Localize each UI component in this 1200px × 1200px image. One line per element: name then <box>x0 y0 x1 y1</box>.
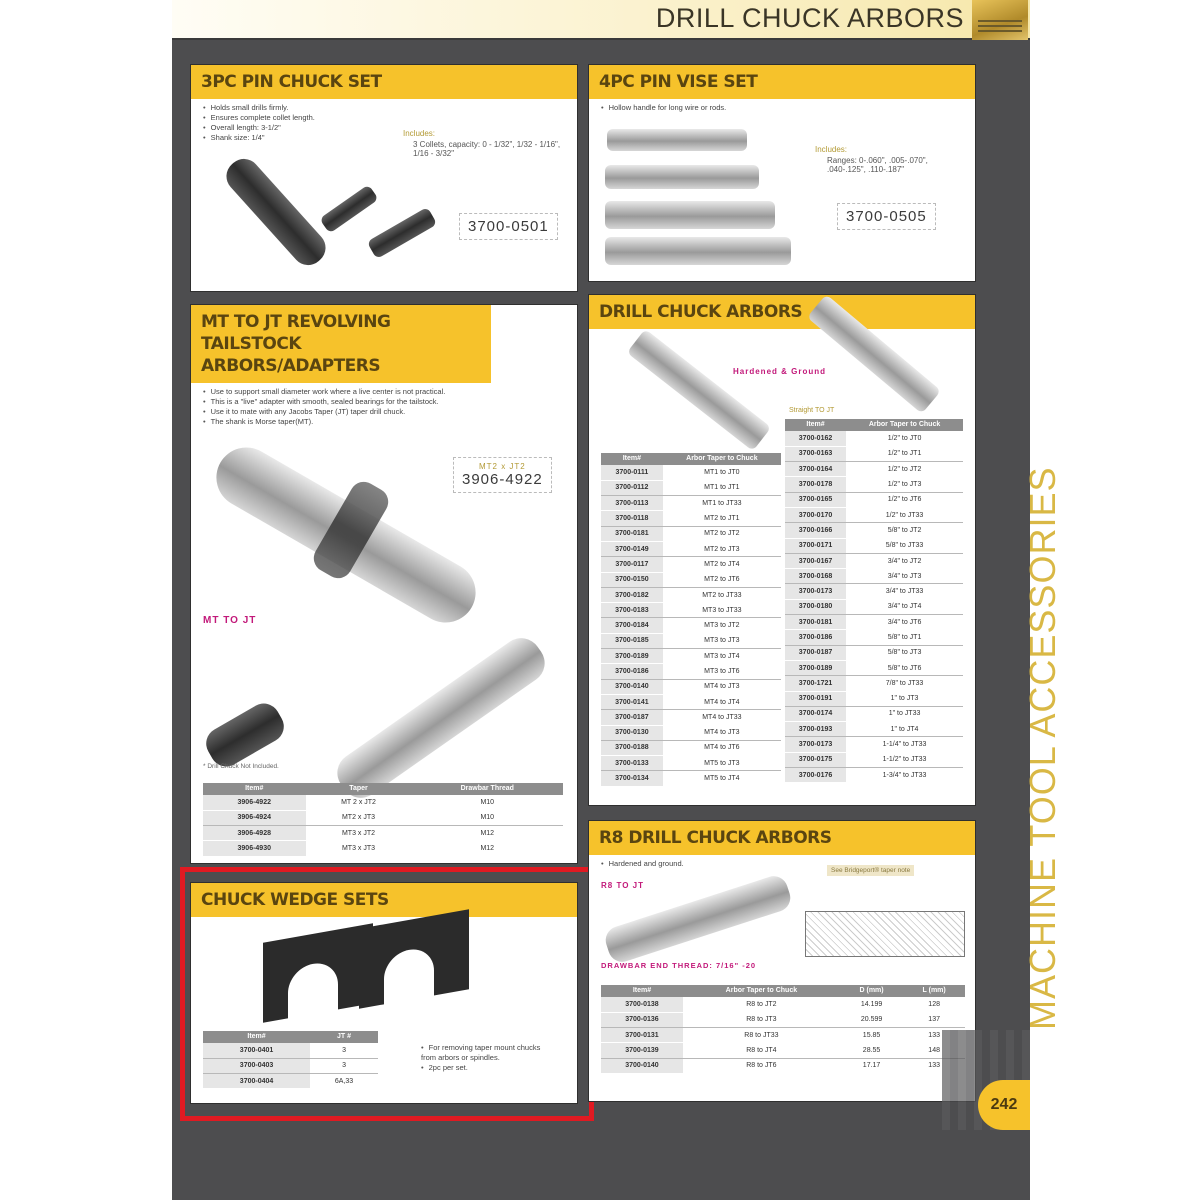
cell: 3 <box>310 1058 378 1073</box>
cell: 3700-0113 <box>601 496 663 511</box>
table-row <box>601 725 781 740</box>
column-header: Taper <box>306 783 412 795</box>
panel-title: 3PC PIN CHUCK SET <box>191 65 577 99</box>
cell: M10 <box>412 810 564 825</box>
cell: 3906-4928 <box>203 826 306 841</box>
cell: 1/2" to JT0 <box>846 431 963 446</box>
brand-logo <box>972 0 1028 40</box>
table-row <box>601 526 781 541</box>
part-number-callout <box>453 457 552 493</box>
cell: 1/2" to JT1 <box>846 446 963 461</box>
includes-label: Includes: <box>815 145 848 154</box>
table-row <box>601 496 781 511</box>
cell: 133 <box>903 1028 965 1043</box>
table-row <box>601 679 781 694</box>
cell: R8 to JT3 <box>683 1012 840 1027</box>
cell: 3700-0150 <box>601 572 663 587</box>
feature-item: • Use to support small diameter work where a live center is not practical. <box>203 387 565 397</box>
table-header <box>601 985 965 997</box>
cell: 1" to JT33 <box>846 706 963 721</box>
table-row <box>601 649 781 664</box>
cell: 3700-0168 <box>785 569 846 584</box>
part-number: 3906-4922 <box>462 471 543 488</box>
feature-item: • Hardened and ground. <box>601 859 963 869</box>
panel-title: 4PC PIN VISE SET <box>589 65 975 99</box>
pin-vise-image <box>605 201 775 229</box>
mt-to-jt-label: MT TO JT <box>203 615 257 626</box>
table-row <box>601 1058 965 1073</box>
table-row <box>785 507 963 522</box>
section-side-label <box>982 460 1063 1030</box>
table-row <box>601 664 781 679</box>
cell: 3700-0191 <box>785 691 846 706</box>
cell: 1" to JT3 <box>846 691 963 706</box>
mt-arbor-table <box>601 453 781 787</box>
table-row <box>601 740 781 755</box>
cell: MT5 to JT3 <box>663 756 781 771</box>
cell: 3700-0111 <box>601 465 663 480</box>
cell: 3700-0183 <box>601 603 663 618</box>
table-row <box>203 841 563 856</box>
cell: 20.599 <box>840 1012 903 1027</box>
cell: MT4 to JT3 <box>663 679 781 694</box>
includes-text: 3 Collets, capacity: 0 - 1/32", 1/32 - 1/16", 1/16 - 3/32" <box>413 140 561 158</box>
cell: MT4 to JT4 <box>663 694 781 709</box>
cell: 128 <box>903 997 965 1012</box>
cell: 3700-0149 <box>601 541 663 556</box>
table-header <box>203 783 563 795</box>
cell: R8 to JT33 <box>683 1028 840 1043</box>
feature-list <box>191 383 577 431</box>
collet-image <box>319 184 378 233</box>
table-row <box>785 492 963 507</box>
table-row <box>785 599 963 614</box>
cell: 3/4" to JT3 <box>846 569 963 584</box>
table-row <box>601 1043 965 1058</box>
table-row <box>601 997 965 1012</box>
cell: R8 to JT2 <box>683 997 840 1012</box>
cell: MT2 to JT4 <box>663 557 781 572</box>
cell: 3700-0175 <box>785 752 846 767</box>
cell: 3700-0401 <box>203 1043 310 1058</box>
table-row <box>203 826 563 841</box>
cell: 3700-0174 <box>785 706 846 721</box>
cell: 5/8" to JT6 <box>846 660 963 675</box>
cell: 3700-0184 <box>601 618 663 633</box>
cell: 3700-0165 <box>785 492 846 507</box>
cell: 3/4" to JT6 <box>846 615 963 630</box>
cell: 3700-0176 <box>785 768 846 783</box>
column-header: Arbor Taper to Chuck <box>663 453 781 465</box>
cell: 3700-0187 <box>601 710 663 725</box>
r8-table-body <box>601 997 965 1073</box>
collet-image <box>367 207 438 259</box>
table-row <box>785 523 963 538</box>
table-row <box>785 722 963 737</box>
footnote: * Drill Chuck Not Included. <box>203 763 279 770</box>
cell: R8 to JT4 <box>683 1043 840 1058</box>
table-header <box>601 453 781 465</box>
cell: MT 2 x JT2 <box>306 795 412 810</box>
cell: MT3 to JT6 <box>663 664 781 679</box>
cell: 3/4" to JT4 <box>846 599 963 614</box>
cell: 17.17 <box>840 1058 903 1073</box>
cell: MT2 to JT33 <box>663 587 781 602</box>
panel-drill-chuck-arbors <box>588 294 976 806</box>
cell: MT3 to JT3 <box>663 633 781 648</box>
page-title: DRILL CHUCK ARBORS <box>655 3 964 33</box>
table-row <box>785 691 963 706</box>
cell: 3700-0186 <box>785 630 846 645</box>
cell: MT4 to JT6 <box>663 740 781 755</box>
table-row <box>601 572 781 587</box>
panel-title: MT TO JT REVOLVING TAILSTOCK ARBORS/ADAPTERS <box>191 305 491 383</box>
cell: M10 <box>412 795 564 810</box>
cell: 5/8" to JT33 <box>846 538 963 553</box>
column-header: L (mm) <box>903 985 965 997</box>
hardened-ground-label: Hardened & Ground <box>733 367 827 376</box>
feature-item: • For removing taper mount chucks from arbors or spindles. <box>421 1043 547 1063</box>
selection-highlight <box>180 867 594 1121</box>
cell: 148 <box>903 1043 965 1058</box>
pin-chuck-handle-image <box>220 152 332 271</box>
cell: 3700-0134 <box>601 771 663 786</box>
includes-text: Ranges: 0-.060", .005-.070", .040-.125", .110-.187" <box>827 156 928 174</box>
cell: MT3 x JT3 <box>306 841 412 856</box>
cell: 3700-0136 <box>601 1012 683 1027</box>
r8-dimension-drawing <box>805 911 965 957</box>
table-row <box>785 615 963 630</box>
column-header: Item# <box>203 1031 310 1043</box>
table-row <box>203 795 563 810</box>
cell: MT4 to JT3 <box>663 725 781 740</box>
feature-item: • Hollow handle for long wire or rods. <box>601 103 963 113</box>
column-header: JT # <box>310 1031 378 1043</box>
cell: MT1 to JT1 <box>663 480 781 495</box>
cell: M12 <box>412 841 564 856</box>
table-row <box>601 603 781 618</box>
table-row <box>601 1012 965 1027</box>
table-row <box>785 553 963 568</box>
cell: 3700-0186 <box>601 664 663 679</box>
section-title-vertical: MACHINE TOOL ACCESSORIES <box>1022 466 1063 1030</box>
cell: 3700-0189 <box>785 660 846 675</box>
table-row <box>785 768 963 783</box>
cell: 3/4" to JT2 <box>846 553 963 568</box>
panel-title: DRILL CHUCK ARBORS <box>589 295 975 329</box>
straight-label: Straight TO JT <box>789 407 835 414</box>
feature-item: • Shank size: 1/4" <box>203 133 565 143</box>
drill-chuck-image <box>200 698 289 773</box>
cell: 5/8" to JT3 <box>846 645 963 660</box>
cell: 3906-4922 <box>203 795 306 810</box>
table-row <box>785 569 963 584</box>
column-header: Arbor Taper to Chuck <box>683 985 840 997</box>
cell: 3700-0403 <box>203 1058 310 1073</box>
cell: 3700-0131 <box>601 1028 683 1043</box>
cell: 137 <box>903 1012 965 1027</box>
part-number: 3700-0505 <box>837 203 936 230</box>
cell: MT4 to JT33 <box>663 710 781 725</box>
column-header: Item# <box>785 419 846 431</box>
column-header: Arbor Taper to Chuck <box>846 419 963 431</box>
table-row <box>785 752 963 767</box>
cell: MT1 to JT0 <box>663 465 781 480</box>
table-row <box>785 431 963 446</box>
cell: MT5 to JT4 <box>663 771 781 786</box>
cell: 133 <box>903 1058 965 1073</box>
column-header: Item# <box>601 985 683 997</box>
cell: 3906-4924 <box>203 810 306 825</box>
cell: 1/2" to JT3 <box>846 477 963 492</box>
feature-item: • The shank is Morse taper(MT). <box>203 417 565 427</box>
mt-arbor-image <box>627 329 772 451</box>
cell: 3700-0141 <box>601 694 663 709</box>
cell: 1-1/2" to JT33 <box>846 752 963 767</box>
cell: 7/8" to JT33 <box>846 676 963 691</box>
table-row <box>785 462 963 477</box>
cell: 3700-0181 <box>785 615 846 630</box>
cell: R8 to JT6 <box>683 1058 840 1073</box>
table-row <box>785 706 963 721</box>
cell: 3700-0178 <box>785 477 846 492</box>
cell: 3700-0140 <box>601 1058 683 1073</box>
cell: 5/8" to JT2 <box>846 523 963 538</box>
cell: 3700-1721 <box>785 676 846 691</box>
cell: 3700-0138 <box>601 997 683 1012</box>
table-row <box>785 584 963 599</box>
column-header: D (mm) <box>840 985 903 997</box>
cell: MT3 x JT2 <box>306 826 412 841</box>
table-row <box>601 618 781 633</box>
cell: 3700-0189 <box>601 649 663 664</box>
table-row <box>601 465 781 480</box>
cell: 3700-0185 <box>601 633 663 648</box>
cell: 3700-0117 <box>601 557 663 572</box>
cell: 1/2" to JT6 <box>846 492 963 507</box>
cell: 3700-0180 <box>785 599 846 614</box>
feature-item: • Holds small drills firmly. <box>203 103 565 113</box>
column-header: Drawbar Thread <box>412 783 564 795</box>
feature-list <box>589 855 975 873</box>
cell: 3700-0181 <box>601 526 663 541</box>
cell: 6A,33 <box>310 1074 378 1089</box>
cell: 1/2" to JT33 <box>846 507 963 522</box>
page-header <box>172 0 1030 40</box>
table-row <box>601 557 781 572</box>
cell: 3906-4930 <box>203 841 306 856</box>
tailstock-adapter-image <box>330 630 553 805</box>
cell: 1-3/4" to JT33 <box>846 768 963 783</box>
cell: 3/4" to JT33 <box>846 584 963 599</box>
table-row <box>601 480 781 495</box>
table-row <box>785 737 963 752</box>
table-row <box>601 756 781 771</box>
drawbar-thread-label: DRAWBAR END THREAD: 7/16" -20 <box>601 961 757 970</box>
catalog-page <box>172 0 1063 1200</box>
feature-item: • Overall length: 3-1/2" <box>203 123 565 133</box>
table-row <box>601 710 781 725</box>
cell: 3700-0162 <box>785 431 846 446</box>
cell: 3700-0187 <box>785 645 846 660</box>
cell: 3700-0112 <box>601 480 663 495</box>
cell: MT1 to JT33 <box>663 496 781 511</box>
cell: 14.199 <box>840 997 903 1012</box>
cell: 3700-0188 <box>601 740 663 755</box>
table-row <box>601 694 781 709</box>
cell: 3700-0133 <box>601 756 663 771</box>
table-row <box>785 630 963 645</box>
r8-to-jt-label: R8 TO JT <box>601 881 644 890</box>
table-row <box>601 587 781 602</box>
cell: 15.85 <box>840 1028 903 1043</box>
part-number: 3700-0501 <box>459 213 558 240</box>
feature-item: • Use it to mate with any Jacobs Taper (JT) taper drill chuck. <box>203 407 565 417</box>
cell: 3700-0163 <box>785 446 846 461</box>
cell: 3700-0170 <box>785 507 846 522</box>
cell: 3700-0118 <box>601 511 663 526</box>
tailstock-table <box>203 783 563 857</box>
table-row <box>601 1028 965 1043</box>
cell: 1/2" to JT2 <box>846 462 963 477</box>
column-header: Item# <box>203 783 306 795</box>
cell: 3700-0182 <box>601 587 663 602</box>
cell: 3700-0164 <box>785 462 846 477</box>
feature-item: • 2pc per set. <box>421 1063 547 1073</box>
cell: MT2 to JT6 <box>663 572 781 587</box>
feature-list <box>589 99 975 117</box>
cell: 5/8" to JT1 <box>846 630 963 645</box>
table-row <box>601 541 781 556</box>
feature-item: • Ensures complete collet length. <box>203 113 565 123</box>
cell: 3700-0171 <box>785 538 846 553</box>
cell: MT2 to JT3 <box>663 541 781 556</box>
cell: 28.55 <box>840 1043 903 1058</box>
table-row <box>601 633 781 648</box>
pin-vise-image <box>605 237 791 265</box>
cell: 3 <box>310 1043 378 1058</box>
taper-note: See Bridgeport® taper note <box>827 865 914 876</box>
table-row <box>601 511 781 526</box>
cell: 1-1/4" to JT33 <box>846 737 963 752</box>
callout-label: MT2 x JT2 <box>478 462 526 471</box>
column-header: Item# <box>601 453 663 465</box>
r8-table <box>601 985 965 1074</box>
panel-pin-vise-set <box>588 64 976 282</box>
cell: 3700-0140 <box>601 679 663 694</box>
pin-vise-image <box>605 165 759 189</box>
cell: 3700-0139 <box>601 1043 683 1058</box>
cell: MT3 to JT33 <box>663 603 781 618</box>
cell: 3700-0173 <box>785 584 846 599</box>
cell: 3700-0404 <box>203 1074 310 1089</box>
panel-tailstock-arbors <box>190 304 578 864</box>
panel-title: R8 DRILL CHUCK ARBORS <box>589 821 975 855</box>
mt-table-body <box>601 465 781 786</box>
feature-item: • This is a "live" adapter with smooth, sealed bearings for the tailstock. <box>203 397 565 407</box>
table-row <box>203 810 563 825</box>
cell: 3700-0173 <box>785 737 846 752</box>
cell: 1" to JT4 <box>846 722 963 737</box>
table-row <box>601 771 781 786</box>
cell: MT2 x JT3 <box>306 810 412 825</box>
cell: M12 <box>412 826 564 841</box>
page-number: 242 <box>978 1080 1030 1130</box>
straight-arbor-table <box>785 419 963 783</box>
cell: MT3 to JT4 <box>663 649 781 664</box>
table-row <box>785 645 963 660</box>
cell: 3700-0193 <box>785 722 846 737</box>
panel-pin-chuck-set <box>190 64 578 292</box>
cell: 3700-0166 <box>785 523 846 538</box>
panel-r8-arbors <box>588 820 976 1102</box>
cell: 3700-0167 <box>785 553 846 568</box>
table-header <box>785 419 963 431</box>
table-row <box>785 477 963 492</box>
cell: 3700-0130 <box>601 725 663 740</box>
table-row <box>785 660 963 675</box>
cell: MT2 to JT1 <box>663 511 781 526</box>
straight-table-body <box>785 431 963 783</box>
table-row <box>785 538 963 553</box>
pin-vise-image <box>607 129 747 151</box>
cell: MT2 to JT2 <box>663 526 781 541</box>
includes-label: Includes: <box>403 129 436 138</box>
cell: MT3 to JT2 <box>663 618 781 633</box>
table-row <box>785 446 963 461</box>
panel-title: CHUCK WEDGE SETS <box>191 883 577 917</box>
table-row <box>785 676 963 691</box>
